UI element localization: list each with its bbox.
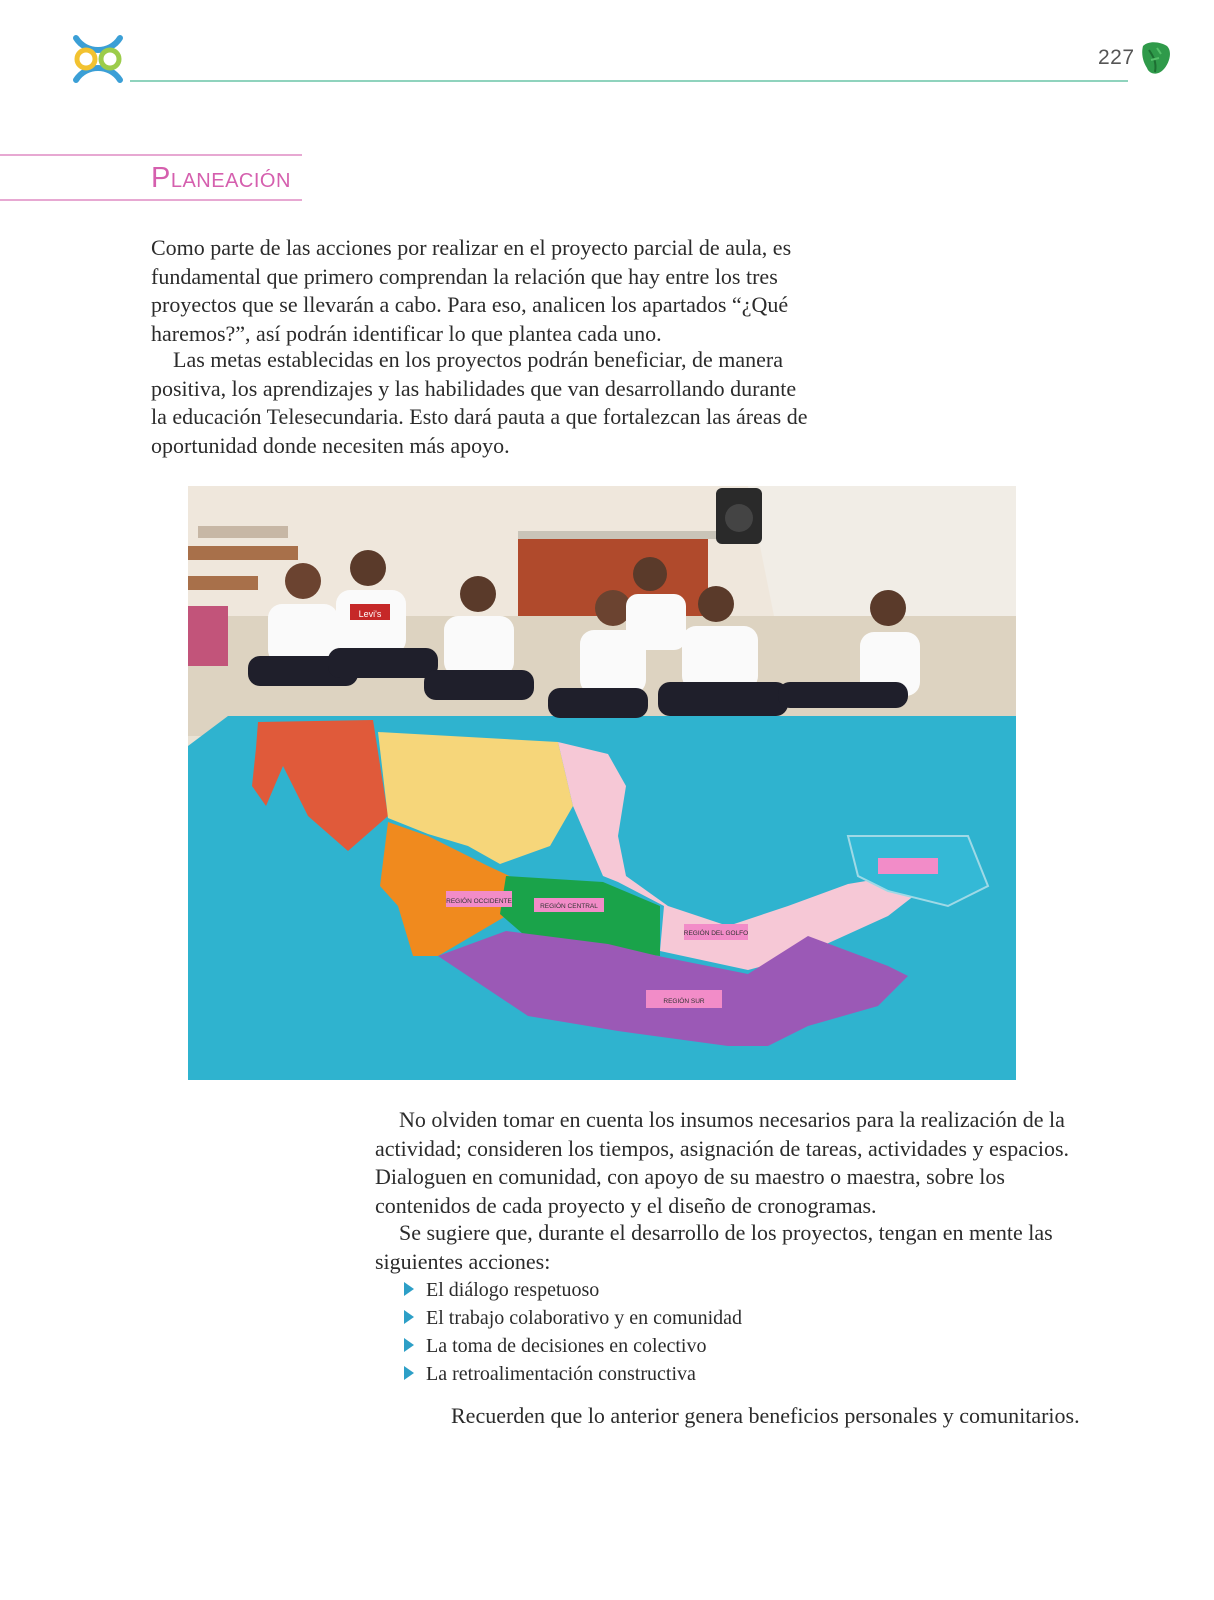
- section-title: Planeación: [151, 162, 291, 194]
- label-region-sur: REGIÓN SUR: [663, 998, 705, 1005]
- label-region-golfo: REGIÓN DEL GOLFO: [683, 930, 749, 937]
- body-paragraph-4: Se sugiere que, durante el desarrollo de los proyectos, tengan en mente las siguientes acciones:: [375, 1220, 1053, 1274]
- list-item: La toma de decisiones en colectivo: [404, 1332, 742, 1360]
- header-rule: [130, 80, 1128, 82]
- shirt-logo: Levi's: [358, 609, 382, 619]
- body-paragraph-3: No olviden tomar en cuenta los insumos necesarios para la realización de la actividad; consideren los tiempos, asignación de tareas, actividades y espacios. Dialoguen en comunidad, con apoyo de su maestro o maestra, sobre los contenidos de cada proyecto y el diseño de cronogramas.: [375, 1107, 1069, 1218]
- label-region-central: REGIÓN CENTRAL: [540, 903, 598, 910]
- triangle-bullet-icon: [404, 1366, 414, 1380]
- list-item: El diálogo respetuoso: [404, 1276, 742, 1304]
- page-number: 227: [1098, 46, 1135, 69]
- list-item: El trabajo colaborativo y en comunidad: [404, 1304, 742, 1332]
- closing-sentence: Recuerden que lo anterior genera beneficios personales y comunitarios.: [451, 1403, 1080, 1428]
- triangle-bullet-icon: [404, 1282, 414, 1296]
- list-item: La retroalimentación constructiva: [404, 1360, 742, 1388]
- label-region-occidente: REGIÓN OCCIDENTE: [446, 898, 512, 905]
- students-map-photo: [188, 486, 1016, 1080]
- green-leaf-icon: [1139, 40, 1173, 76]
- section-rule-bottom: [0, 199, 302, 201]
- actions-list: [404, 1276, 742, 1388]
- triangle-bullet-icon: [404, 1310, 414, 1324]
- intro-paragraph-2: Las metas establecidas en los proyectos podrán beneficiar, de manera positiva, los aprendizajes y las habilidades que van desarrollando durante la educación Telesecundaria. Esto dará pauta a que fortalezcan las áreas de oportunidad donde necesiten más apoyo.: [151, 347, 808, 458]
- section-rule-top: [0, 154, 302, 156]
- intro-paragraph-1: Como parte de las acciones por realizar en el proyecto parcial de aula, es fundamental que primero comprendan la relación que hay entre los tres proyectos que se llevarán a cabo. Para eso, analicen los apartados “¿Qué haremos?”, así podrán identificar lo que plantea cada uno.: [151, 235, 792, 346]
- triangle-bullet-icon: [404, 1338, 414, 1352]
- nem-logo-icon: [70, 32, 126, 86]
